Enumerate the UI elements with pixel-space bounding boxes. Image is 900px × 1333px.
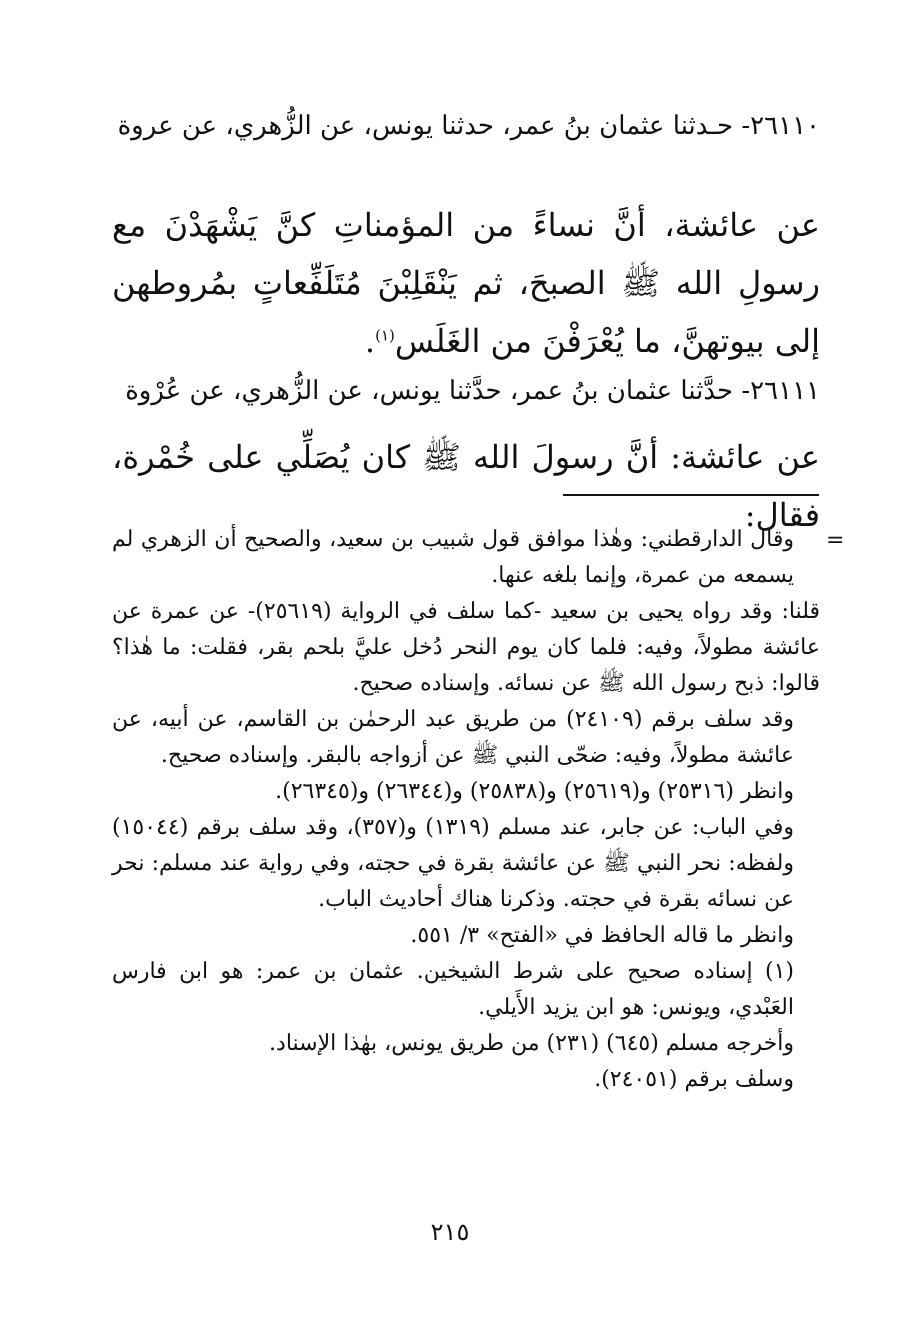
footnote-separator-rule <box>563 494 819 496</box>
page-number: ٢١٥ <box>430 1218 470 1246</box>
footnote-paragraph: وانظر (٢٥٣١٦) و(٢٥٦١٩) و(٢٥٨٣٨) و(٢٦٣٤٤) و(٢٦٣٤٥). <box>275 779 794 804</box>
footnotes-section <box>112 522 820 1098</box>
footnote-paragraph: وأخرجه مسلم (٦٤٥) (٢٣١) من طريق يونس، بهٰذا الإسناد. <box>269 1031 794 1056</box>
hadith-26110-matn-end: . <box>364 322 376 360</box>
footnote-paragraph: وسلف برقم (٢٤٠٥١). <box>594 1067 794 1092</box>
hadith-26110-matn-text: عن عائشة، أنَّ نساءً من المؤمناتِ كنَّ يَشْهَدْنَ مع رسولِ الله ﷺ الصبحَ، ثم يَنْقَلِبْنَ مُتَلَفِّعاتٍ بمُروطهن إلى بيوتهنَّ، ما يُعْرَفْنَ من الغَلَس <box>112 206 820 360</box>
footnote-paragraph: وقال الدارقطني: وهٰذا موافق قول شبيب بن سعيد، والصحيح أن الزهري لم يسمعه من عمرة، وإنما بلغه عنها. <box>112 527 794 588</box>
hadith-26111-matn: عن عائشة: أنَّ رسولَ الله ﷺ كان يُصَلِّي على خُمْرة، فقال: <box>112 438 820 534</box>
footnote-reference-1[interactable]: (١) <box>375 326 395 345</box>
hadith-26111-isnad: ٢٦١١١- حدَّثنا عثمان بنُ عمر، حدَّثنا يونس، عن الزُّهري، عن عُرْوة <box>125 376 820 406</box>
hadith-26110-matn <box>112 196 820 370</box>
footnote-paragraph: وقد سلف برقم (٢٤١٠٩) من طريق عبد الرحمٰن بن القاسم، عن أبيه، عن عائشة مطولاً، وفيه: ضحّى النبي ﷺ عن أزواجه بالبقر. وإسناده صحيح. <box>112 707 794 768</box>
footnote-paragraph: وفي الباب: عن جابر، عند مسلم (١٣١٩) و(٣٥٧)، وقد سلف برقم (١٥٠٤٤) ولفظه: نحر النبي ﷺ عن عائشة بقرة في حجته، وفي رواية عند مسلم: نحر عن نسائه بقرة في حجته. وذكرنا هناك أحاديث الباب. <box>112 815 794 912</box>
footnote-1-text: (١) إسناده صحيح على شرط الشيخين. عثمان بن عمر: هو ابن فارس العَبْدي، ويونس: هو ابن يزيد الأَيلي. <box>112 959 794 1020</box>
continuation-mark: = <box>826 528 845 553</box>
footnote-paragraph: قلنا: وقد رواه يحيى بن سعيد -كما سلف في الرواية (٢٥٦١٩)- عن عمرة عن عائشة مطولاً، وفيه: فلما كان يوم النحر دُخل عليَّ بلحم بقر، فقلت: ما هٰذا؟ قالوا: ذبح رسول الله ﷺ عن نسائه. وإسناده صحيح. <box>112 599 820 696</box>
hadith-26110-isnad: ٢٦١١٠- حـدثنا عثمان بنُ عمر، حدثنا يونس، عن الزُّهري، عن عروة <box>117 111 820 141</box>
footnote-paragraph: وانظر ما قاله الحافظ في «الفتح» ٣/ ٥٥١. <box>410 923 794 948</box>
